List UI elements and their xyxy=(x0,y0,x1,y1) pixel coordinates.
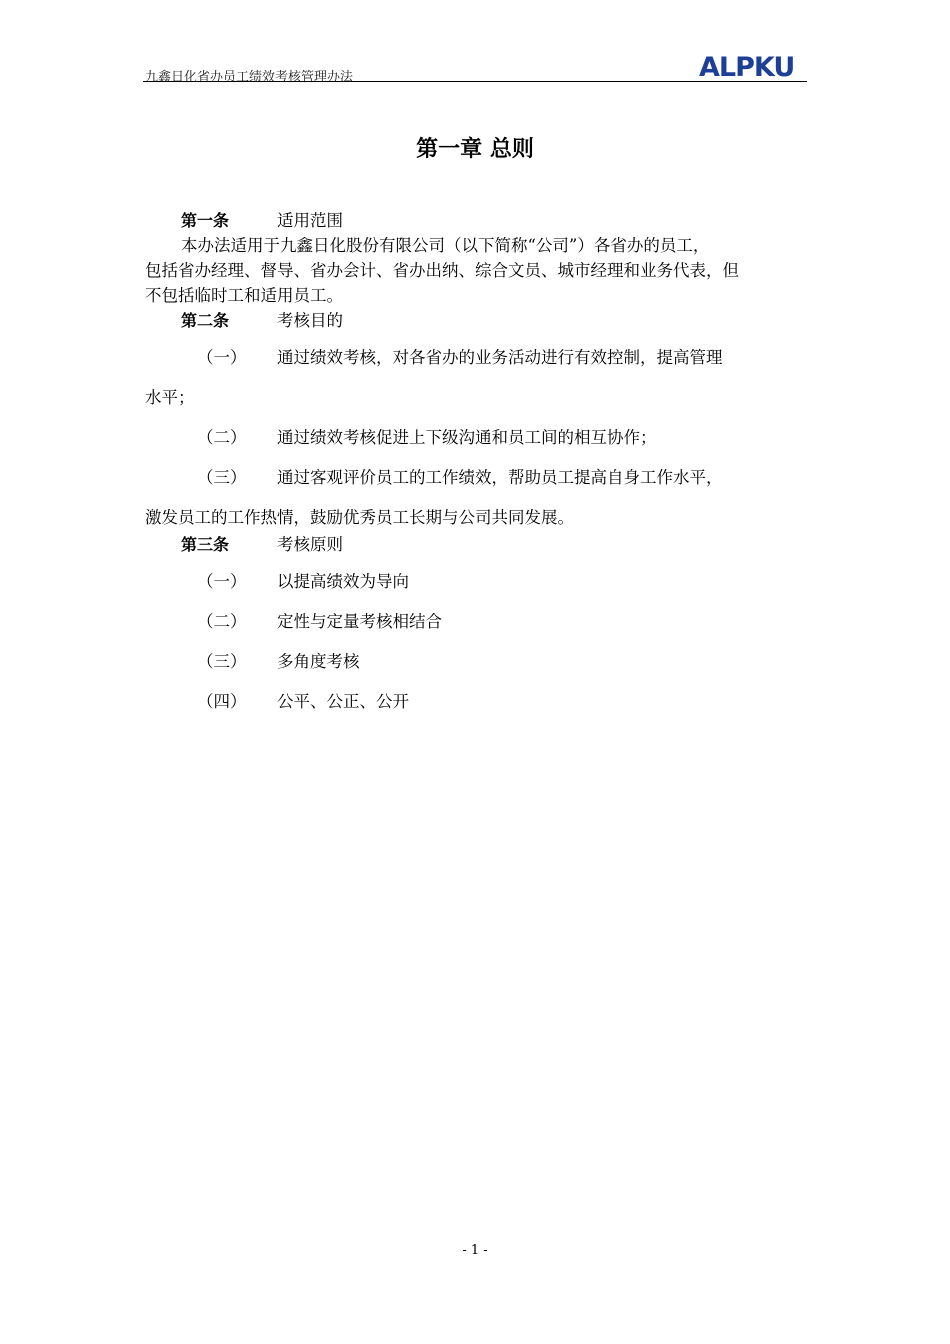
article2-item2-num: （二） xyxy=(197,428,247,447)
article2-heading: 考核目的 xyxy=(277,311,343,330)
header-rule xyxy=(143,81,807,82)
article2-item3-cont: 激发员工的工作热情，鼓励优秀员工长期与公司共同发展。 xyxy=(145,508,574,527)
article1-line-1: 本办法适用于九鑫日化股份有限公司（以下简称“公司”）各省办的员工， xyxy=(181,236,710,255)
article3-heading: 考核原则 xyxy=(277,535,343,554)
article1-label: 第一条 xyxy=(181,211,230,230)
article3-item1-num: （一） xyxy=(197,572,247,591)
article3-item3-num: （三） xyxy=(197,652,247,671)
alpku-logo xyxy=(697,50,807,80)
logo-text: ALPKU xyxy=(699,52,795,80)
article2-item1-num: （一） xyxy=(197,348,247,367)
chapter-title: 第一章 总则 xyxy=(416,137,534,162)
article1-line-2: 包括省办经理、督导、省办会计、省办出纳、综合文员、城市经理和业务代表，但 xyxy=(145,261,739,280)
article3-item2-text: 定性与定量考核相结合 xyxy=(277,612,442,631)
article1-heading: 适用范围 xyxy=(277,211,343,230)
article3-item2-num: （二） xyxy=(197,612,247,631)
article3-item1-text: 以提高绩效为导向 xyxy=(277,572,409,591)
page-number: - 1 - xyxy=(462,1243,488,1258)
article2-item1-cont: 水平； xyxy=(145,388,195,407)
article3-item3-text: 多角度考核 xyxy=(277,652,360,671)
article3-item4-num: （四） xyxy=(197,692,247,711)
header-title: 九鑫日化省办员工绩效考核管理办法 xyxy=(145,70,354,85)
article1-line-3: 不包括临时工和适用员工。 xyxy=(145,286,343,305)
article3-item4-text: 公平、公正、公开 xyxy=(277,692,409,711)
article2-label: 第二条 xyxy=(181,311,230,330)
article2-item3-text: 通过客观评价员工的工作绩效，帮助员工提高自身工作水平， xyxy=(277,468,723,487)
article2-item1-text: 通过绩效考核，对各省办的业务活动进行有效控制，提高管理 xyxy=(277,348,723,367)
article2-item3-num: （三） xyxy=(197,468,247,487)
article3-label: 第三条 xyxy=(181,535,230,554)
article2-item2-text: 通过绩效考核促进上下级沟通和员工间的相互协作； xyxy=(277,428,657,447)
